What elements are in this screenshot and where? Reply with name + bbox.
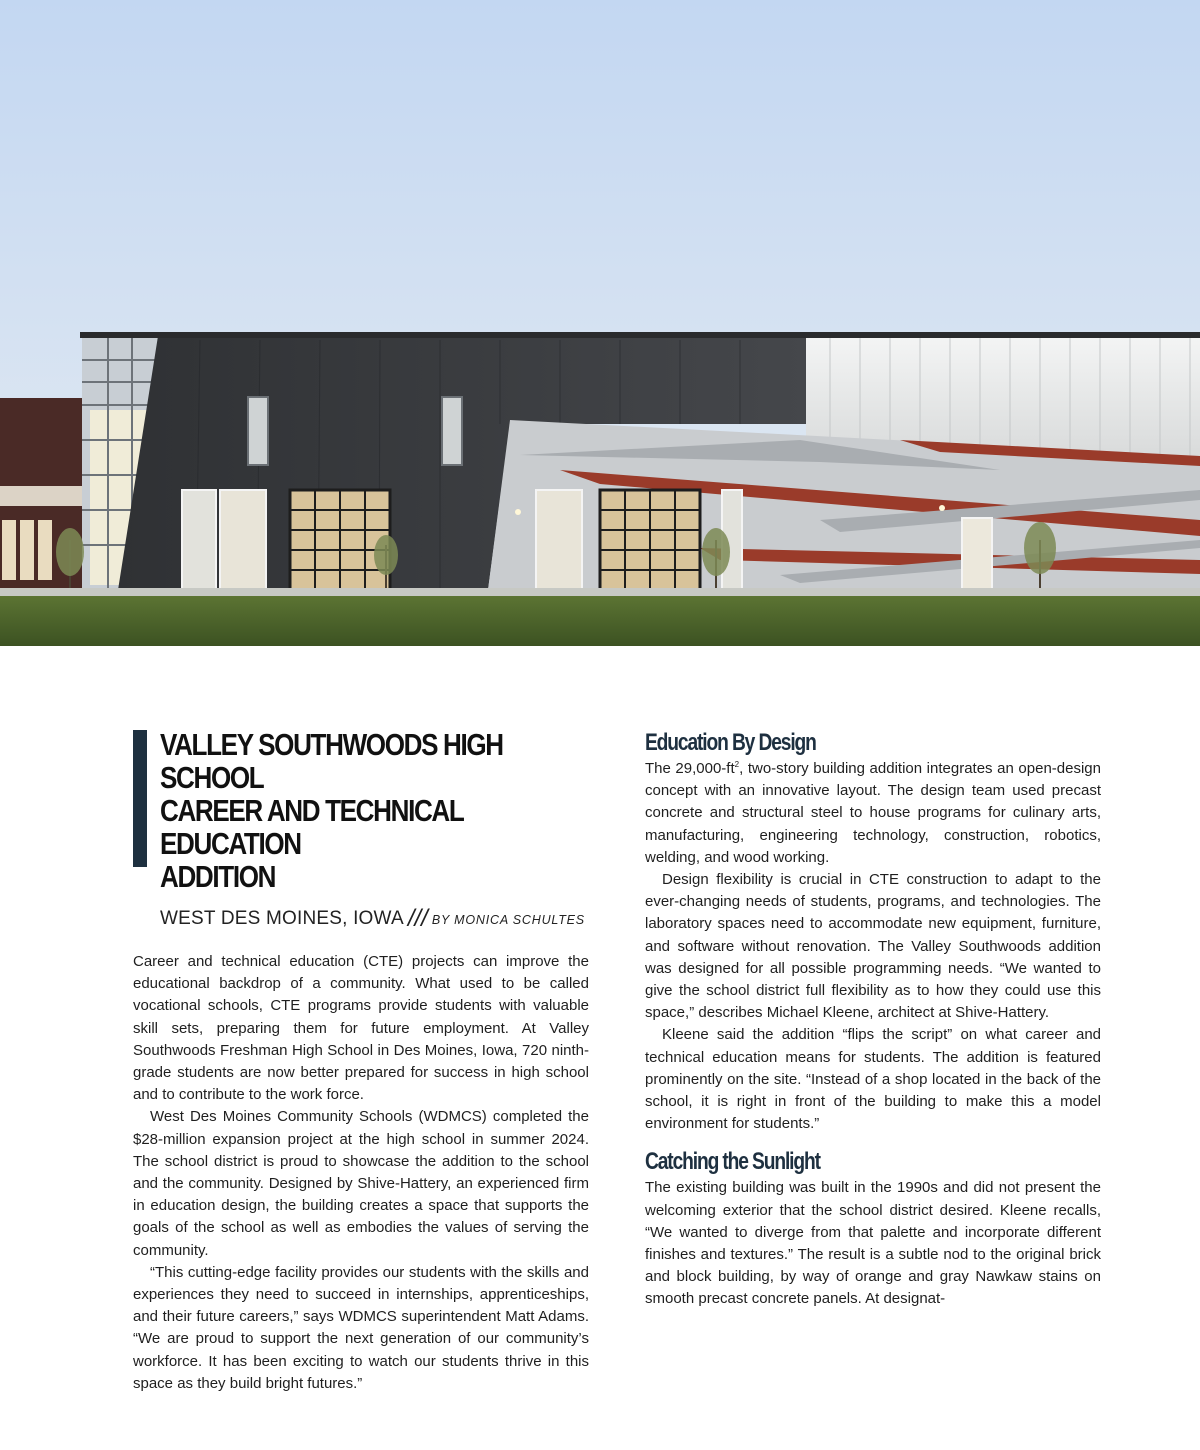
squared-superscript: 2: [734, 760, 740, 769]
section-heading-education-by-design: Education By Design: [645, 729, 816, 756]
section2-paragraph-1: The existing building was built in the 1990s and did not present the welcoming exterior that the school district desired. Kleene recalls, “We wanted to diverge from that palette and incorporate different finishes and textures.” The result is a subtle nod to the original brick and block building, by way of orange and gray Nawkaw stains on smooth precast concrete panels. At designat-: [645, 1179, 1101, 1308]
separator-slashes: ///: [407, 905, 428, 932]
section1-paragraph-1: [645, 758, 1101, 869]
right-column: [645, 728, 1101, 1311]
title-line-1: VALLEY SOUTHWOODS HIGH SCHOOL: [160, 727, 503, 795]
title-line-3: ADDITION: [160, 859, 276, 894]
section-heading-catching-the-sunlight: Catching the Sunlight: [645, 1148, 820, 1176]
title-line-2: CAREER AND TECHNICAL EDUCATION: [160, 793, 463, 861]
title-accent-bar: [133, 730, 147, 867]
article-byline: BY MONICA SCHULTES: [431, 913, 585, 927]
article-title: [160, 728, 605, 893]
left-column: [133, 728, 589, 1395]
article-subline: [160, 903, 589, 931]
building-exterior-illustration: [0, 0, 1200, 646]
section1-paragraph-1-text: , two-story building addition integrates an open-design concept with an innovative layout. The design team used precast concrete and structural steel to house programs for culinary arts, manufacturing, engineering technology, construction, robotics, welding, and wood working.: [645, 760, 1101, 866]
body-paragraph-3: “This cutting-edge facility provides our students with the skills and experiences they need to succeed in internships, apprenticeships, and their future careers,” says WDMCS superintendent Matt Adams. “We are proud to support the next generation of our community’s workforce. It has been exciting to watch our students thrive in this space as they build bright futures.”: [133, 1263, 589, 1392]
article-header: [133, 728, 589, 931]
hero-photo: [0, 0, 1200, 646]
section1-paragraph-3: Kleene said the addition “flips the script” on what career and technical education means for students. The addition is featured prominently on the site. “Instead of a shop located in the back of the school, it is right in front of the building to make this a model environment for students.”: [645, 1026, 1101, 1133]
area-figure: The 29,000-ft: [645, 760, 735, 777]
article-location: WEST DES MOINES, IOWA: [160, 908, 404, 929]
body-paragraph-2: West Des Moines Community Schools (WDMCS) completed the $28-million expansion project at the high school in summer 2024. The school district is proud to showcase the addition to the school and the community. Designed by Shive-Hattery, an experienced firm in education design, the building creates a space that supports the goals of the school as well as embodies the values of serving the community.: [133, 1108, 589, 1259]
body-paragraph-1: Career and technical education (CTE) projects can improve the educational backdrop of a community. What used to be called vocational schools, CTE programs provide students with valuable skill sets, preparing them for future employment. At Valley Southwoods Freshman High School in Des Moines, Iowa, 720 ninth-grade students are now better prepared for success in high school and to contribute to the work force.: [133, 953, 589, 1104]
section1-paragraph-2: Design flexibility is crucial in CTE construction to adapt to the ever-changing needs of students, programs, and technologies. The laboratory spaces need to accommodate new equipment, furniture, and software without renovation. The Valley Southwoods addition was designed for all possible programming needs. “We wanted to give the school district full flexibility as to how they could use this space,” describes Michael Kleene, architect at Shive-Hattery.: [645, 871, 1101, 1022]
